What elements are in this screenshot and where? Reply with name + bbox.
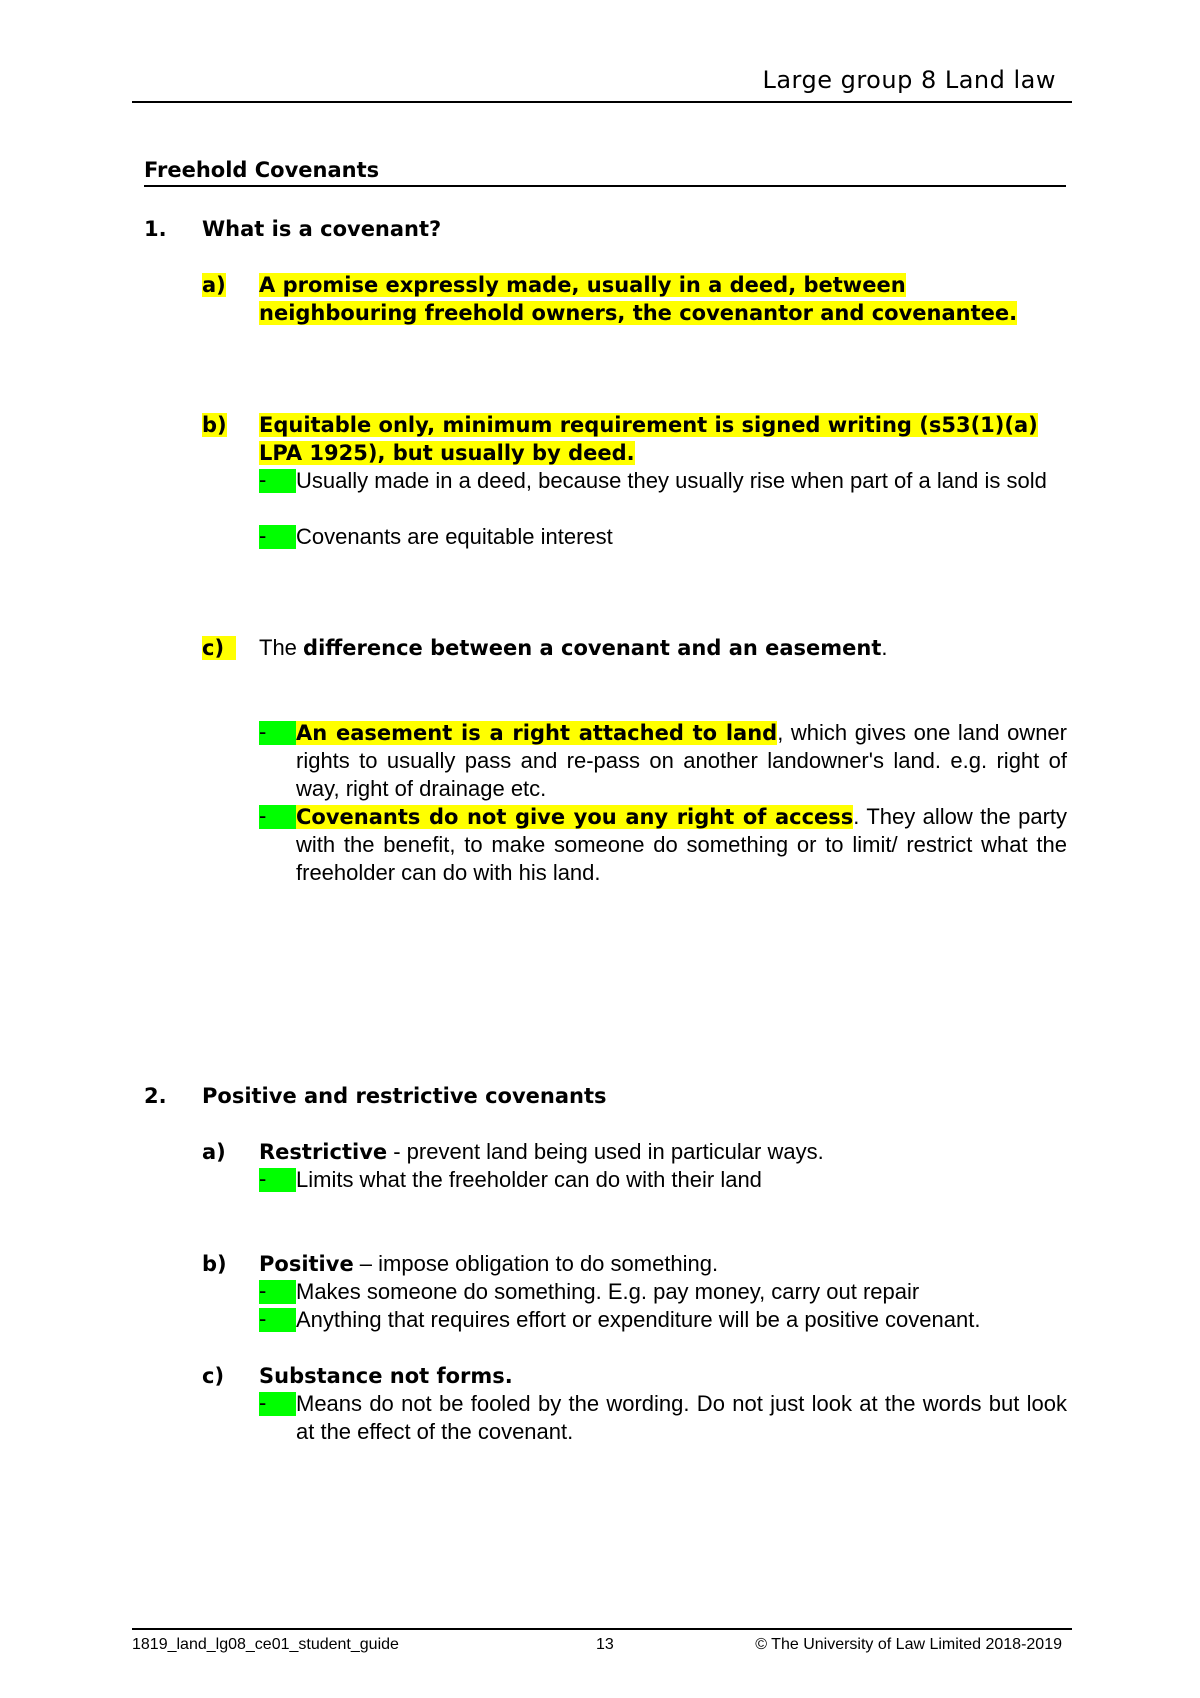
q2c-text: Substance not forms. [259,1364,513,1388]
q2c-bullet-1: - Means do not be fooled by the wording. Do not just look at the words but look at the effect of the covenant. [259,1390,1067,1444]
section-rule [144,185,1066,187]
page-number: 13 [596,1636,614,1653]
bullet-dash: - [259,469,296,493]
question-1-number: 1. [144,217,167,241]
bullet-dash: - [259,721,296,745]
q2b-label: b) [202,1252,227,1276]
q1a-text: A promise expressly made, usually in a deed, between neighbouring freehold owners, the covenantor and covenantee. [259,273,1018,325]
q1b-bullet-1: - Usually made in a deed, because they usually rise when part of a land is sold [259,467,1047,493]
header-rule [132,101,1072,103]
q2a-bullet-1: - Limits what the freeholder can do with their land [259,1166,762,1192]
q1b-text: Equitable only, minimum requirement is signed writing (s53(1)(a) LPA 1925), but usually by deed. [259,413,1038,465]
footer-rule [132,1628,1072,1630]
bullet-dash: - [259,805,296,829]
q2b-text: Positive – impose obligation to do something. [259,1251,719,1276]
section-title: Freehold Covenants [144,158,380,182]
q2c-label: c) [202,1364,225,1388]
q1a-label: a) [202,273,226,297]
question-2-text: Positive and restrictive covenants [202,1084,607,1108]
bullet-dash: - [259,1280,296,1304]
q1b-bullet-2: - Covenants are equitable interest [259,523,613,549]
q2a-label: a) [202,1140,226,1164]
bullet-dash: - [259,1392,296,1416]
q1c-bullet-1: - An easement is a right attached to land, which gives one land owner rights to usually pass and re-pass on another landowner's land. e.g. right of way, right of drainage etc. [259,719,1067,801]
q1c-bullet-2: - Covenants do not give you any right of access. They allow the party with the benefit, to make someone do something or to limit/ restrict what the freeholder can do with his land. [259,803,1068,885]
q2a-text: Restrictive - prevent land being used in particular ways. [259,1139,824,1164]
bullet-dash: - [259,1168,296,1192]
footer-document-code: 1819_land_lg08_ce01_student_guide [132,1636,399,1653]
footer-copyright: © The University of Law Limited 2018-2019 [755,1636,1062,1653]
question-2-number: 2. [144,1084,167,1108]
q2b-bullet-2: - Anything that requires effort or expenditure will be a positive covenant. [259,1306,981,1332]
q2b-bullet-1: - Makes someone do something. E.g. pay money, carry out repair [259,1278,920,1304]
running-header: Large group 8 Land law [762,66,1056,94]
q1c-label: c) [202,634,236,662]
bullet-dash: - [259,1308,296,1332]
question-1-text: What is a covenant? [202,217,442,241]
bullet-dash: - [259,525,296,549]
q1c-text: The difference between a covenant and an easement. [259,635,888,660]
q1b-label: b) [202,413,227,437]
